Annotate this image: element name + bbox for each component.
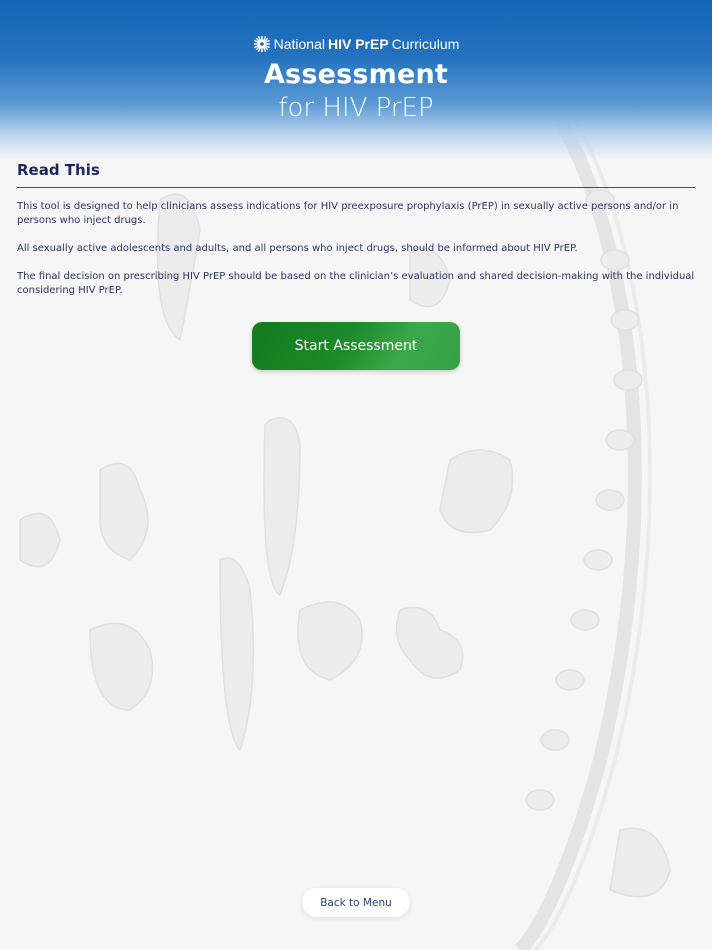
brand-suffix: Curriculum: [391, 36, 460, 52]
page-title: Assessment: [263, 59, 449, 90]
section-heading: Read This: [17, 161, 100, 179]
page-subtitle: for HIV PrEP: [278, 93, 434, 123]
header-banner: [0, 0, 712, 160]
intro-paragraph: This tool is designed to help clinicians assess indications for HIV preexposure prophylaxis (PrEP) in sexually active persons and/or in persons who inject drugs.: [17, 201, 679, 226]
inform-paragraph: All sexually active adolescents and adults, and all persons who inject drugs, should be informed about HIV PrEP.: [17, 243, 578, 254]
sun-burst-logo-icon: [253, 35, 271, 53]
decision-paragraph: The final decision on prescribing HIV PrEP should be based on the clinician’s evaluation and shared decision-making with the individual considering HIV PrEP.: [17, 271, 695, 296]
brand-line: [0, 35, 712, 53]
divider: [17, 187, 695, 188]
brand-prefix: National: [273, 36, 325, 52]
start-assessment-button[interactable]: Start Assessment: [252, 322, 460, 370]
read-this-section: [17, 160, 695, 298]
back-to-menu-button[interactable]: Back to Menu: [302, 888, 410, 917]
brand-bold: HIV PrEP: [327, 36, 389, 52]
